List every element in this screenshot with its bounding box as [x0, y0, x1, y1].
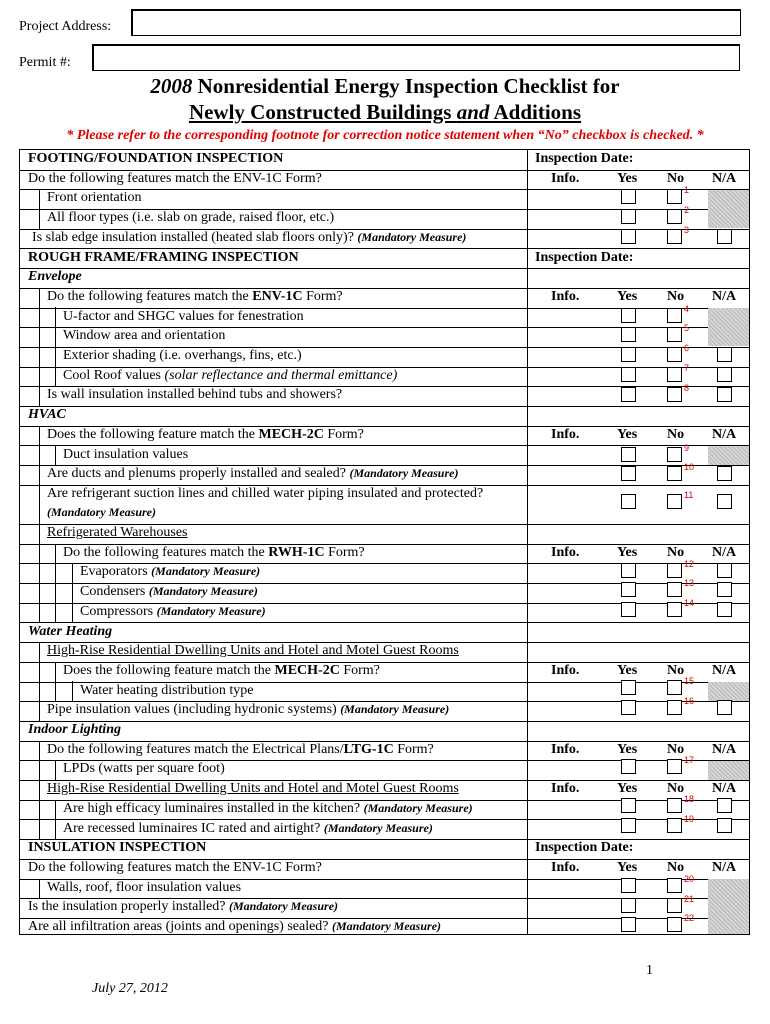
no-checkbox[interactable]	[667, 582, 682, 597]
row-refrigerant: Are refrigerant suction lines and chilled water piping insulated and protected? (Mandatory Measure)	[20, 485, 749, 525]
row-front-orientation: Front orientation	[20, 189, 749, 210]
yes-checkbox[interactable]	[621, 798, 636, 813]
page-number: 1	[646, 963, 653, 978]
row-recessed-luminaires: Are recessed luminaires IC rated and airtight? (Mandatory Measure)	[20, 820, 749, 841]
footnote-marker: 13	[684, 578, 695, 588]
footnote-marker: 5	[684, 323, 690, 333]
row-hvac-match: Does the following feature match the MECH-2C Form? Info. Yes No N/A	[20, 426, 749, 447]
yes-checkbox[interactable]	[621, 878, 636, 893]
footnote-marker: 2	[684, 205, 690, 215]
yes-checkbox[interactable]	[621, 447, 636, 462]
na-shaded	[708, 446, 749, 465]
yes-checkbox[interactable]	[621, 466, 636, 481]
permit-label: Permit #:	[19, 55, 71, 70]
yes-checkbox[interactable]	[621, 759, 636, 774]
row-lpds: LPDs (watts per square foot)	[20, 760, 749, 781]
row-envelope-match: Do the following features match the ENV-1C Form? Info. Yes No N/A	[20, 288, 749, 309]
na-checkbox[interactable]	[717, 367, 732, 382]
row-ufactor: U-factor and SHGC values for fenestration	[20, 308, 749, 329]
footnote-marker: 17	[684, 755, 695, 765]
na-shaded	[708, 682, 749, 701]
row-compressors: Compressors (Mandatory Measure)	[20, 603, 749, 624]
na-shaded	[708, 761, 749, 780]
row-wh-match: Does the following feature match the MECH-2C Form? Info. Yes No N/A	[20, 662, 749, 683]
no-checkbox[interactable]	[667, 327, 682, 342]
yes-checkbox[interactable]	[621, 387, 636, 402]
row-slab-edge: Is slab edge insulation installed (heated slab floors only)? (Mandatory Measure)	[20, 229, 749, 250]
row-footing-match: Do the following features match the ENV-1C Form? Info. Yes No N/A	[20, 170, 749, 191]
footnote-marker: 18	[684, 794, 695, 804]
row-cool-roof: Cool Roof values (solar reflectance and thermal emittance)	[20, 367, 749, 388]
row-refrigerated-warehouses: Refrigerated Warehouses	[20, 524, 749, 545]
row-floor-types: All floor types (i.e. slab on grade, raised floor, etc.)	[20, 209, 749, 230]
footnote-marker: 9	[684, 443, 690, 453]
no-checkbox[interactable]	[667, 367, 682, 382]
footnote-marker: 20	[684, 874, 695, 884]
no-checkbox[interactable]	[667, 602, 682, 617]
project-address-label: Project Address:	[19, 19, 112, 34]
footnote-marker: 12	[684, 559, 695, 569]
yes-checkbox[interactable]	[621, 700, 636, 715]
na-checkbox[interactable]	[717, 700, 732, 715]
na-checkbox[interactable]	[717, 229, 732, 244]
page-subtitle: Newly Constructed Buildings and Additions	[188, 100, 582, 124]
no-checkbox[interactable]	[667, 680, 682, 695]
row-hvac: HVAC	[20, 406, 749, 427]
footnote-marker: 21	[684, 894, 695, 904]
row-insulation-match: Do the following features match the ENV-1C Form? Info. Yes No N/A	[20, 859, 749, 880]
no-checkbox[interactable]	[667, 209, 682, 224]
yes-checkbox[interactable]	[621, 347, 636, 362]
yes-checkbox[interactable]	[621, 494, 636, 509]
yes-checkbox[interactable]	[621, 209, 636, 224]
row-rwh-match: Do the following features match the RWH-1C Form? Info. Yes No N/A	[20, 544, 749, 565]
yes-checkbox[interactable]	[621, 818, 636, 833]
footnote-marker: 7	[684, 363, 690, 373]
no-checkbox[interactable]	[667, 466, 682, 481]
yes-checkbox[interactable]	[621, 189, 636, 204]
footnote-marker: 16	[684, 696, 695, 706]
row-wh-distribution: Water heating distribution type	[20, 682, 749, 703]
footnote-marker: 15	[684, 676, 695, 686]
no-checkbox[interactable]	[667, 700, 682, 715]
no-checkbox[interactable]	[667, 347, 682, 362]
no-checkbox[interactable]	[667, 759, 682, 774]
row-footing: FOOTING/FOUNDATION INSPECTION Inspection Date:	[20, 150, 749, 171]
row-pipe-insulation: Pipe insulation values (including hydronic systems) (Mandatory Measure)	[20, 701, 749, 722]
row-condensers: Condensers (Mandatory Measure)	[20, 583, 749, 604]
row-insulation-inspection: INSULATION INSPECTION Inspection Date:	[20, 839, 749, 860]
footnote-marker: 14	[684, 598, 695, 608]
yes-checkbox[interactable]	[621, 229, 636, 244]
na-shaded	[708, 190, 749, 228]
row-wall-insulation: Is wall insulation installed behind tubs and showers?	[20, 386, 749, 407]
no-checkbox[interactable]	[667, 917, 682, 932]
row-envelope: Envelope	[20, 268, 749, 289]
no-checkbox[interactable]	[667, 878, 682, 893]
row-water-heating: Water Heating	[20, 623, 749, 644]
no-checkbox[interactable]	[667, 229, 682, 244]
na-shaded	[708, 308, 749, 346]
yes-checkbox[interactable]	[621, 582, 636, 597]
row-ducts-sealed: Are ducts and plenums properly installed and sealed? (Mandatory Measure)	[20, 465, 749, 486]
project-address-field[interactable]	[131, 9, 741, 36]
no-checkbox[interactable]	[667, 818, 682, 833]
no-checkbox[interactable]	[667, 798, 682, 813]
yes-checkbox[interactable]	[621, 680, 636, 695]
row-insulation-installed: Is the insulation properly installed? (Mandatory Measure)	[20, 898, 749, 919]
row-kitchen-luminaires: Are high efficacy luminaires installed in the kitchen? (Mandatory Measure)	[20, 800, 749, 821]
footnote-marker: 8	[684, 383, 690, 393]
yes-checkbox[interactable]	[621, 898, 636, 913]
footnote-instruction: * Please refer to the corresponding footnote for correction notice statement when “No” checkbox is checked. *	[66, 128, 704, 143]
yes-checkbox[interactable]	[621, 917, 636, 932]
na-checkbox[interactable]	[717, 798, 732, 813]
na-checkbox[interactable]	[717, 387, 732, 402]
na-checkbox[interactable]	[717, 602, 732, 617]
row-wh-highrise: High-Rise Residential Dwelling Units and Hotel and Motel Guest Rooms	[20, 642, 749, 663]
footnote-marker: 11	[684, 490, 694, 500]
yes-checkbox[interactable]	[621, 308, 636, 323]
row-lighting-match: Do the following features match the Electrical Plans/LTG-1C Form? Info. Yes No N/A	[20, 741, 749, 762]
yes-checkbox[interactable]	[621, 563, 636, 578]
footnote-marker: 22	[684, 913, 695, 923]
footnote-marker: 6	[684, 343, 690, 353]
permit-field[interactable]	[92, 44, 740, 71]
na-checkbox[interactable]	[717, 466, 732, 481]
inspection-table	[19, 149, 750, 935]
footnote-marker: 1	[684, 185, 690, 195]
no-checkbox[interactable]	[667, 898, 682, 913]
footer-date: July 27, 2012	[92, 981, 168, 996]
no-checkbox[interactable]	[667, 308, 682, 323]
yes-checkbox[interactable]	[621, 602, 636, 617]
row-window-area: Window area and orientation	[20, 327, 749, 348]
na-checkbox[interactable]	[717, 582, 732, 597]
row-infiltration: Are all infiltration areas (joints and openings) sealed? (Mandatory Measure)	[28, 919, 442, 934]
no-checkbox[interactable]	[667, 494, 682, 509]
row-rough-frame: ROUGH FRAME/FRAMING INSPECTION Inspection Date:	[20, 249, 749, 270]
no-checkbox[interactable]	[667, 387, 682, 402]
na-checkbox[interactable]	[717, 494, 732, 509]
row-exterior-shading: Exterior shading (i.e. overhangs, fins, etc.)	[20, 347, 749, 368]
na-checkbox[interactable]	[717, 347, 732, 362]
na-shaded	[708, 879, 749, 934]
na-checkbox[interactable]	[717, 563, 732, 578]
row-lighting-highrise: High-Rise Residential Dwelling Units and Hotel and Motel Guest Rooms Info. Yes No N/A	[20, 780, 749, 801]
footnote-marker: 4	[684, 304, 690, 314]
footnote-marker: 19	[684, 814, 695, 824]
no-checkbox[interactable]	[667, 563, 682, 578]
footnote-marker: 3	[684, 225, 690, 235]
row-duct-insulation: Duct insulation values	[20, 446, 749, 467]
yes-checkbox[interactable]	[621, 327, 636, 342]
row-walls-roof-floor: Walls, roof, floor insulation values	[20, 879, 749, 900]
no-checkbox[interactable]	[667, 189, 682, 204]
na-checkbox[interactable]	[717, 818, 732, 833]
yes-checkbox[interactable]	[621, 367, 636, 382]
no-checkbox[interactable]	[667, 447, 682, 462]
footnote-marker: 10	[684, 462, 695, 472]
page-title: 2008 Nonresidential Energy Inspection Checklist for	[150, 74, 620, 98]
row-evaporators: Evaporators (Mandatory Measure)	[20, 563, 749, 584]
row-indoor-lighting: Indoor Lighting	[20, 721, 749, 742]
